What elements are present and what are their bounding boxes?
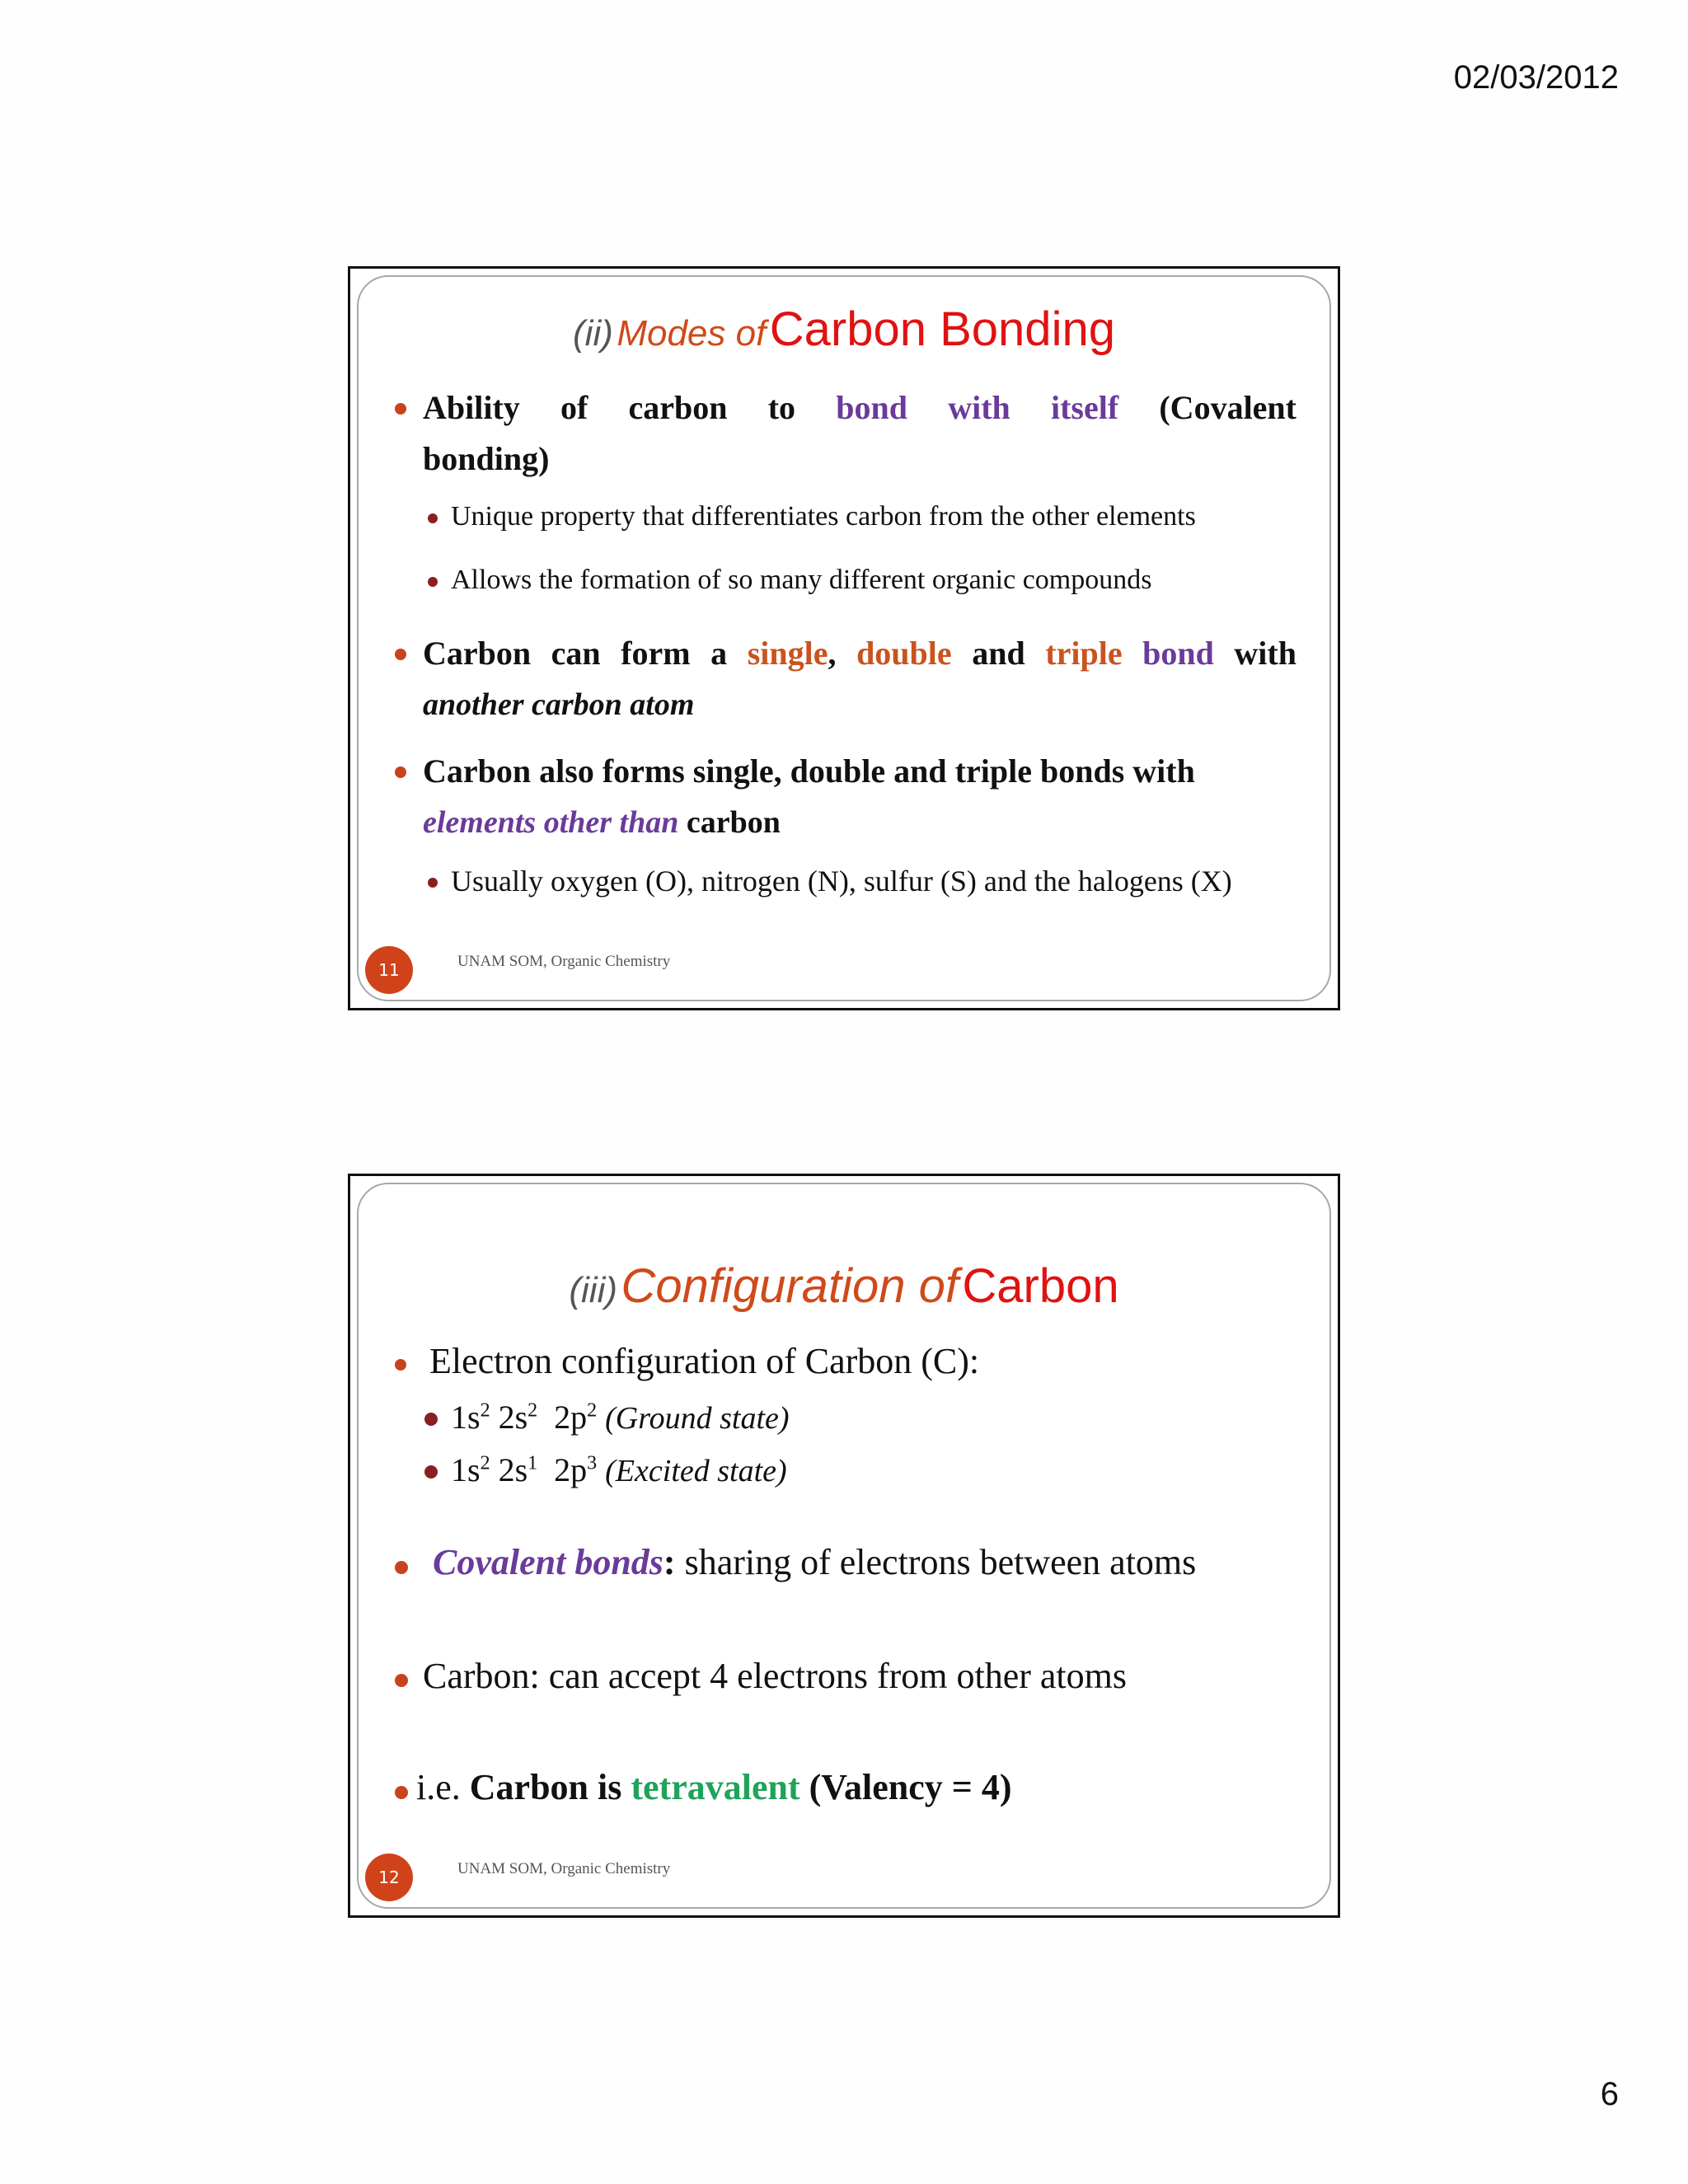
config-text: 1s [451, 1399, 481, 1436]
sub-bullet-unique: Unique property that differentiates carbon from the other elements [451, 501, 1196, 532]
slide-12 [348, 1174, 1340, 1918]
bullet-text: (Valency = 4) [809, 1767, 1012, 1807]
superscript: 1 [528, 1452, 538, 1474]
bullet-text: and [972, 635, 1025, 672]
bullet-carbon-form-cont: another carbon atom [423, 687, 695, 722]
superscript: 2 [480, 1452, 490, 1474]
highlight-double: double [856, 635, 952, 672]
sub-bullet-dot [428, 513, 438, 523]
config-text: 2s [498, 1399, 528, 1436]
config-ground-state [451, 1392, 790, 1444]
title-main: Carbon [962, 1259, 1119, 1313]
config-text: 2s [498, 1451, 528, 1488]
bullet-carbon-accept: Carbon: can accept 4 electrons from other atoms [423, 1656, 1128, 1696]
config-text: 1s [451, 1451, 481, 1488]
slide-number-badge: 11 [365, 946, 413, 994]
highlight-triple: triple [1045, 635, 1123, 672]
bullet-covalent-bonds [433, 1537, 1196, 1588]
bullet-text: (Covalent [1159, 389, 1296, 426]
sub-bullet-usually: Usually oxygen (O), nitrogen (N), sulfur (S) and the halogens (X) [451, 865, 1232, 898]
title-main: Carbon Bonding [769, 302, 1115, 356]
bullet-tetravalent [416, 1762, 1011, 1813]
sub-bullet-dot [428, 577, 438, 587]
bullet-dot [395, 1359, 406, 1371]
highlight-bond: bond [1142, 635, 1214, 672]
config-text: 2p [554, 1399, 588, 1436]
bullet-dot [395, 1786, 408, 1799]
bullet-dot [395, 649, 406, 660]
superscript: 2 [528, 1399, 538, 1422]
bullet-electron-config: Electron configuration of Carbon (C): [429, 1341, 980, 1381]
slide-number-badge: 12 [365, 1854, 413, 1901]
bullet-carbon-form [423, 628, 1296, 679]
sub-bullet-allows: Allows the formation of so many different organic compounds [451, 565, 1152, 595]
bullet-text: : [663, 1542, 676, 1582]
bullet-text: sharing of electrons between atoms [684, 1542, 1197, 1582]
slide-title [350, 1258, 1338, 1314]
bullet-text: Carbon is [469, 1767, 622, 1807]
config-excited-state [451, 1445, 787, 1497]
highlight-text: bond with itself [836, 389, 1119, 426]
slide-title [350, 302, 1338, 357]
config-note: (Ground state) [605, 1401, 790, 1436]
sub-bullet-dot [424, 1465, 438, 1479]
bullet-ability-cont: bonding) [423, 440, 550, 477]
bullet-text: , [828, 635, 837, 672]
bullet-text: with [1234, 635, 1296, 672]
bullet-dot [395, 1561, 408, 1574]
slide-footer: UNAM SOM, Organic Chemistry [457, 953, 671, 970]
bullet-text: Carbon can form a [423, 635, 728, 672]
title-prefix: (iii) [569, 1270, 617, 1310]
title-prefix: (ii) [573, 313, 613, 354]
sub-bullet-dot [428, 878, 438, 888]
page-date: 02/03/2012 [1453, 59, 1619, 96]
bullet-carbon-also: Carbon also forms single, double and triple bonds with [423, 752, 1195, 790]
highlight-single: single [747, 635, 828, 672]
bullet-dot [395, 403, 406, 415]
highlight-covalent: Covalent bonds [433, 1542, 663, 1582]
highlight-tetravalent: tetravalent [631, 1767, 800, 1807]
config-note: (Excited state) [605, 1454, 787, 1488]
bullet-text: carbon [686, 805, 781, 840]
bullet-text: Ability of carbon to [423, 389, 796, 426]
title-mid: Modes of [617, 313, 767, 354]
slide-footer: UNAM SOM, Organic Chemistry [457, 1860, 671, 1877]
config-text: 2p [554, 1451, 588, 1488]
page-number: 6 [1600, 2076, 1619, 2112]
highlight-text: elements other than [423, 805, 679, 840]
slide-11 [348, 266, 1340, 1010]
sub-bullet-dot [424, 1413, 438, 1426]
superscript: 2 [587, 1399, 598, 1422]
superscript: 3 [587, 1452, 598, 1474]
bullet-ability [423, 382, 1296, 434]
superscript: 2 [480, 1399, 490, 1422]
title-mid: Configuration of [621, 1259, 959, 1313]
bullet-dot [395, 1674, 408, 1687]
bullet-text: i.e. [416, 1767, 461, 1807]
bullet-carbon-also-cont [423, 797, 781, 848]
bullet-dot [395, 766, 406, 778]
